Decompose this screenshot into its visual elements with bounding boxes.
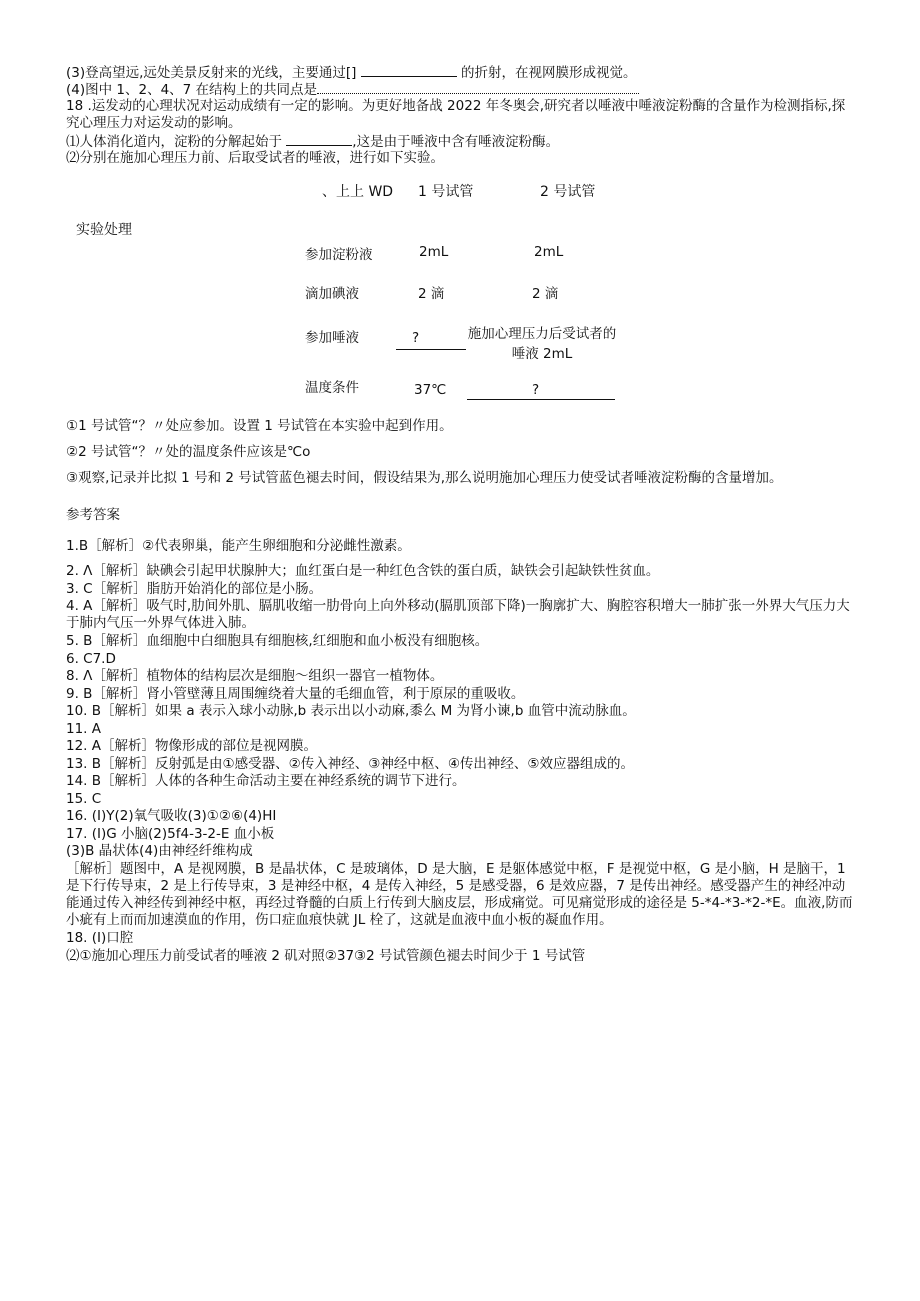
table-row-starch-label: 参加淀粉液: [305, 247, 373, 263]
table-row-temp-tube1: 37℃: [414, 382, 447, 398]
table-row-temp-tube2: ?: [532, 382, 540, 398]
q17-part4-line: [66, 81, 639, 99]
table-temp-blank-line: [467, 399, 615, 400]
q17-part3-text-b: 的折射，在视网膜形成视觉。: [461, 65, 637, 81]
answer-item-3: 3. C［解析］脂肪开始消化的部位是小肠。: [66, 581, 323, 597]
table-row-saliva-tube1: ?: [412, 330, 420, 346]
table-side-label: 实验处理: [76, 222, 132, 238]
table-corner-header: 、上上 WD: [322, 184, 394, 200]
table-saliva-blank-line: [396, 349, 466, 350]
answer-item-16: 16. (I)Y(2)氧气吸收(3)①②⑥(4)HI: [66, 808, 277, 824]
answer-item-5: 5. B［解析］血细胞中白细胞具有细胞核,红细胞和血小板没有细胞核。: [66, 633, 489, 649]
answer-item-11: 11. A: [66, 721, 101, 737]
answer-item-17: 17. (I)G 小脑(2)5f4-3-2-E 血小板: [66, 826, 275, 842]
q18-sub3: ③观察,记录并比拟 1 号和 2 号试管蓝色褪去时间，假设结果为,那么说明施加心理压力使受试者唾液淀粉酶的含量增加。: [66, 470, 783, 486]
q17-part3-text-a: (3)登高望远,远处美景反射来的光线，主要通过[]: [66, 65, 357, 81]
table-row-saliva-tube2: 施加心理压力后受试者的唾液 2mL: [467, 326, 617, 362]
answer-item-18-part2: ⑵①施加心理压力前受试者的唾液 2 矶对照②37③2 号试管颜色褪去时间少于 1 号试管: [66, 948, 586, 964]
table-row-temp-label: 温度条件: [305, 380, 359, 396]
answer-item-9: 9. B［解析］肾小管壁薄且周围缠绕着大量的毛细血管，利于原尿的重吸收。: [66, 686, 525, 702]
q17-part4-blank: [317, 81, 639, 94]
q18-part1-text-b: ,这是由于唾液中含有唾液淀粉酶。: [352, 134, 560, 150]
answer-item-15: 15. C: [66, 791, 102, 807]
answer-item-8: 8. Λ［解析］植物体的结构层次是细胞〜组织一器官一植物体。: [66, 668, 444, 684]
q18-intro: 18 .运发动的心理状况对运动成绩有一定的影响。为更好地备战 2022 年冬奥会,研究者以唾液中唾液淀粉酶的含量作为检测指标,探究心理压力对运发动的影响。: [66, 98, 846, 131]
q17-part3-line: [66, 64, 637, 82]
answer-item-14: 14. B［解析］人体的各种生命活动主要在神经系统的调节下进行。: [66, 773, 466, 789]
table-row-iodine-label: 滴加碘液: [305, 286, 359, 302]
q18-part1-blank: [286, 133, 352, 146]
answer-item-4: 4. A［解析］吸气时,肋间外肌、膈肌收缩一肋骨向上向外移动(膈肌顶部下降)一胸廓扩大、胸腔容积增大一肺扩张一外界大气压力大于肺内气压一外界气体进入肺。: [66, 598, 850, 631]
answer-item-2: 2. Λ［解析］缺碘会引起甲状腺肿大；血红蛋白是一种红色含铁的蛋白质，缺铁会引起缺铁性贫血。: [66, 563, 660, 579]
q18-part1-line: [66, 133, 559, 151]
answer-item-18: 18. (I)口腔: [66, 930, 134, 946]
answer-item-10: 10. B［解析］如果 a 表示入球小动脉,b 表示出以小动麻,黍么 M 为肾小谏,b 血管中流动脉血。: [66, 703, 636, 719]
table-row-starch-tube1: 2mL: [419, 244, 449, 260]
answer-item-13: 13. B［解析］反射弧是由①感受器、②传入神经、③神经中枢、④传出神经、⑤效应器组成的。: [66, 756, 635, 772]
table-header-tube2: 2 号试管: [540, 184, 596, 200]
answers-heading: 参考答案: [66, 507, 120, 523]
q18-part2-line: ⑵分别在施加心理压力前、后取受试者的唾液，进行如下实验。: [66, 150, 444, 166]
q18-sub1: ①1 号试管“？〃处应参加。设置 1 号试管在本实验中起到作用。: [66, 418, 453, 434]
table-row-saliva-label: 参加唾液: [305, 330, 359, 346]
answer-item-1: 1.B［解析］②代表卵巢，能产生卵细胞和分泌雌性激素。: [66, 538, 411, 554]
answer-item-12: 12. A［解析］物像形成的部位是视网膜。: [66, 738, 317, 754]
answer-item-17-explanation: ［解析］题图中，A 是视网膜，B 是晶状体，C 是玻璃体，D 是大脑，E 是躯体感觉中枢，F 是视觉中枢，G 是小脑，H 是脑干，1 是下行传导束，2 是上行传导束，3 是神经中枢，4 是传入神经，5 是感受器，6 是效应器，7 是传出神经。感受器产生的神经冲动能通过传入神经传到神经中枢，再经过脊髓的白质上行传到大脑皮层，形成痛觉。可见痛觉形成的途径是 5-*4-*3-*2-*E。血液,防而小疵有上而而加速漠血的作用，伤口症血痕快就 JL 栓了，这就是血液中血小板的凝血作用。: [66, 861, 853, 928]
q17-part3-blank: [361, 64, 457, 77]
answer-item-17-part3: (3)B 晶状体(4)由神经纤维构成: [66, 843, 253, 859]
answer-item-6: 6. C7.D: [66, 651, 116, 667]
table-row-iodine-tube2: 2 滴: [532, 286, 559, 302]
table-row-starch-tube2: 2mL: [534, 244, 564, 260]
table-header-tube1: 1 号试管: [418, 184, 474, 200]
q18-sub2: ②2 号试管“？〃处的温度条件应该是℃o: [66, 444, 311, 460]
table-row-iodine-tube1: 2 滴: [418, 286, 445, 302]
q17-part4-text: (4)图中 1、2、4、7 在结构上的共同点是: [66, 82, 318, 98]
q18-part1-text-a: ⑴人体消化道内，淀粉的分解起始于: [66, 134, 282, 150]
